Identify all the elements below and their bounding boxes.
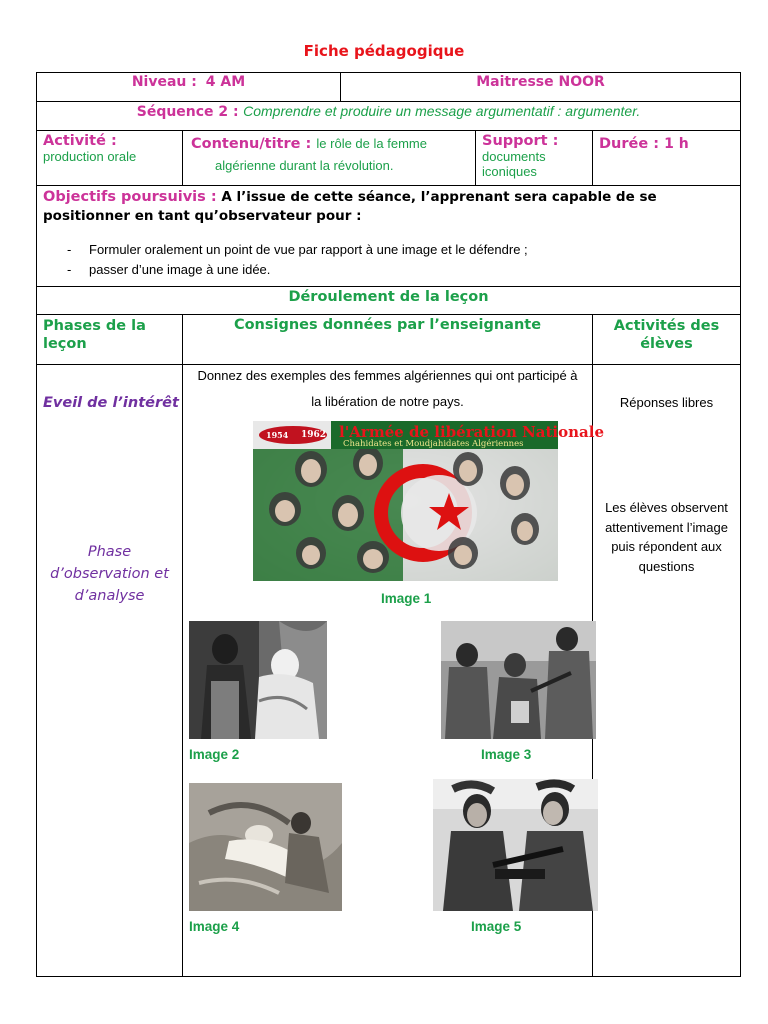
image-5-caption: Image 5 bbox=[471, 919, 522, 934]
student-activities-cell bbox=[593, 365, 741, 977]
image-3-graphic bbox=[441, 621, 596, 739]
poster-graphic bbox=[253, 421, 605, 581]
image-4-photo bbox=[189, 783, 342, 911]
phases-cell bbox=[37, 365, 183, 977]
lesson-sheet-table bbox=[36, 72, 741, 977]
activity-reponses: Réponses libres bbox=[619, 395, 714, 410]
consigne-text: Donnez des exemples des femmes algériennes qui ont participé à la libération de notre pays. bbox=[197, 368, 578, 409]
image-2-graphic bbox=[189, 621, 327, 739]
consignes-cell bbox=[183, 365, 605, 977]
objectives-label: Objectifs poursuivis : bbox=[43, 189, 217, 205]
col-header-consignes: Consignes données par l’enseignante bbox=[183, 315, 593, 365]
sequence-cell bbox=[37, 102, 741, 131]
contenu-value-line2: algérienne durant la révolution. bbox=[215, 158, 394, 173]
activite-value: production orale bbox=[43, 149, 137, 164]
activite-label: Activité : bbox=[43, 133, 117, 149]
deroulement-title: Déroulement de la leçon bbox=[37, 287, 741, 315]
contenu-value-line1: le rôle de la femme bbox=[316, 136, 427, 151]
sequence-label: Séquence 2 : bbox=[136, 104, 239, 120]
niveau-label: Niveau : bbox=[131, 74, 197, 90]
image-1-poster bbox=[253, 421, 605, 581]
image-3-caption: Image 3 bbox=[481, 747, 532, 762]
image-2-caption: Image 2 bbox=[189, 747, 240, 762]
col-header-phases: Phases de la leçon bbox=[37, 315, 183, 365]
poster-subline: Chahidates et Moudjahidates Algériennes bbox=[343, 439, 524, 449]
contenu-label: Contenu/titre : bbox=[191, 136, 312, 152]
image-5-photo bbox=[433, 779, 598, 911]
activity-observation: Les élèves observent attentivement l’image puis répondent aux questions bbox=[605, 500, 728, 574]
objective-item: - passer d’une image à une idée. bbox=[67, 260, 740, 280]
image-3-photo bbox=[441, 621, 596, 739]
objectives-list bbox=[37, 240, 740, 280]
support-value: documents iconiques bbox=[482, 149, 546, 179]
phase-observation: Phase d’observation et d’analyse bbox=[50, 544, 169, 604]
phase-eveil: Eveil de l’intérêt bbox=[43, 395, 179, 411]
support-cell bbox=[476, 131, 593, 186]
duree-value: 1 h bbox=[664, 136, 689, 152]
poster-year-start: 1954 bbox=[266, 430, 289, 440]
poster-headline: l'Armée de libération Nationale bbox=[339, 423, 605, 441]
objective-item: - Formuler oralement un point de vue par rapport à une image et le défendre ; bbox=[67, 240, 740, 260]
image-4-caption: Image 4 bbox=[189, 919, 240, 934]
support-label: Support : bbox=[482, 133, 559, 149]
maitresse-cell bbox=[341, 73, 741, 102]
image-5-graphic bbox=[433, 779, 598, 911]
page-title: Fiche pédagogique bbox=[303, 42, 465, 60]
teacher-name: Maitresse NOOR bbox=[476, 74, 605, 90]
niveau-cell bbox=[37, 73, 341, 102]
objectives-intro: A l’issue de cette séance, l’apprenant sera capable de se positionner en tant qu’observateur pour : bbox=[43, 189, 657, 224]
image-4-graphic bbox=[189, 783, 342, 911]
col-header-activites: Activités des élèves bbox=[593, 315, 741, 365]
contenu-cell bbox=[183, 131, 476, 186]
objectives-cell bbox=[37, 186, 741, 287]
duree-label: Durée : bbox=[599, 136, 660, 152]
poster-year-end: 1962 bbox=[301, 430, 327, 440]
duree-cell bbox=[593, 131, 741, 186]
niveau-value: 4 AM bbox=[205, 74, 246, 90]
sequence-text: Comprendre et produire un message argumentatif : argumenter. bbox=[243, 103, 641, 119]
objectives-paragraph bbox=[37, 186, 740, 226]
image-2-photo bbox=[189, 621, 327, 739]
activite-cell bbox=[37, 131, 183, 186]
image-1-caption: Image 1 bbox=[381, 591, 432, 606]
